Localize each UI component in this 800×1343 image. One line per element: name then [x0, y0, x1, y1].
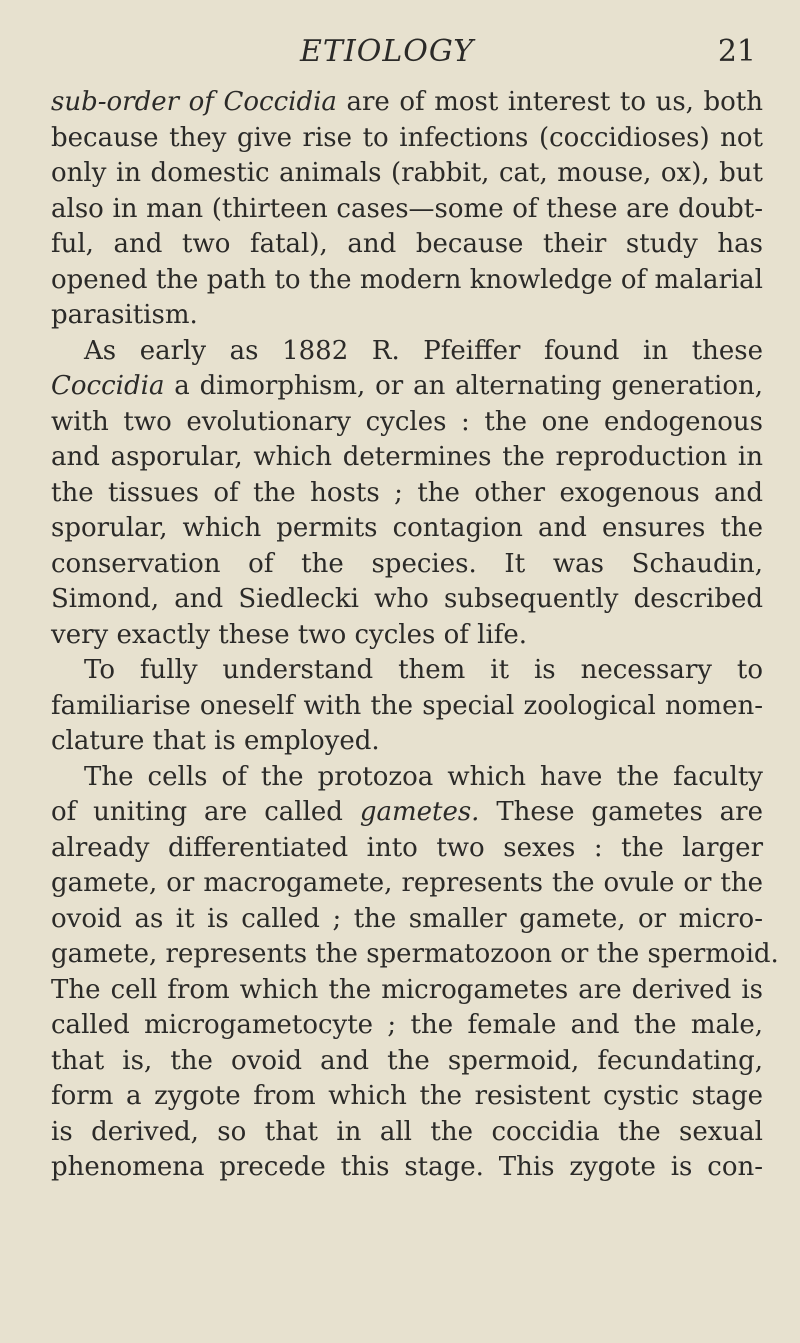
text-segment: phenomena precede this stage. This zygote is con-: [51, 1152, 763, 1182]
text-line: [51, 511, 763, 547]
text-segment: only in domestic animals (rabbit, cat, mouse, ox), but: [51, 158, 763, 188]
text-line: [51, 795, 763, 831]
text-line: [51, 973, 763, 1009]
text-line: [51, 937, 779, 973]
text-segment: with two evolutionary cycles : the one endogenous: [51, 406, 763, 437]
text-segment: clature that is employed.: [51, 726, 380, 756]
text-line: [51, 831, 763, 867]
text-line: [51, 1044, 763, 1080]
text-segment: are of most interest to us, both: [336, 87, 763, 117]
text-line: [51, 902, 763, 938]
text-segment: because they give rise to infections (coccidioses) not: [51, 122, 763, 153]
text-line: [51, 476, 763, 512]
text-line: [51, 192, 763, 228]
text-segment: and asporular, which determines the reproduction in: [51, 442, 763, 472]
text-line: [51, 618, 763, 654]
text-segment: also in man (thirteen cases—some of these are doubt-: [51, 193, 763, 224]
text-line: [51, 547, 763, 583]
text-line: [51, 156, 763, 192]
text-line: [51, 227, 763, 263]
text-segment: gamete, represents the spermatozoon or the spermoid.: [51, 939, 779, 969]
text-segment: a dimorphism, or an alternating generation,: [164, 371, 763, 401]
running-title: ETIOLOGY: [300, 34, 475, 69]
text-segment: ovoid as it is called ; the smaller gamete, or micro-: [51, 903, 763, 934]
text-segment: The cell from which the microgametes are derived is: [51, 974, 763, 1005]
text-line: [51, 263, 763, 299]
italic-text-segment: Coccidia: [51, 371, 165, 401]
text-line: [51, 689, 763, 725]
text-segment: of uniting are called: [51, 797, 360, 827]
text-line: [51, 582, 763, 618]
text-line: [51, 440, 763, 476]
text-line: [51, 1079, 763, 1115]
text-segment: [179, 87, 189, 117]
text-line: [51, 724, 763, 760]
text-segment: The cells of the protozoa which have the faculty: [84, 761, 763, 792]
text-segment: These gametes are: [479, 797, 763, 827]
text-line: [51, 653, 763, 689]
text-segment: gamete, or macrogamete, represents the ovule or the: [51, 868, 763, 898]
text-line: [51, 866, 763, 902]
page-header: [0, 24, 800, 72]
text-segment: that is, the ovoid and the spermoid, fecundating,: [51, 1045, 763, 1076]
text-segment: Simond, and Siedlecki who subsequently described: [51, 584, 763, 614]
text-line: [51, 334, 763, 370]
text-segment: opened the path to the modern knowledge of malarial: [51, 264, 763, 295]
italic-text-segment: Coccidia: [223, 87, 337, 117]
text-line: [51, 1008, 763, 1044]
text-segment: parasitism.: [51, 300, 198, 330]
text-segment: sporular, which permits contagion and ensures the: [51, 513, 763, 543]
text-line: [51, 405, 763, 441]
text-segment: called microgametocyte ; the female and the male,: [51, 1010, 763, 1040]
text-segment: is derived, so that in all the coccidia the sexual: [51, 1116, 763, 1147]
italic-text-segment: of: [188, 87, 214, 117]
italic-text-segment: sub-order: [51, 87, 180, 117]
body-text: [51, 85, 779, 1186]
text-segment: ful, and two fatal), and because their study has: [51, 229, 763, 259]
text-segment: To fully understand them it is necessary to: [84, 655, 763, 685]
text-line: [51, 369, 763, 405]
text-segment: familiarise oneself with the special zoological nomen-: [51, 690, 763, 721]
text-line: [51, 760, 763, 796]
text-line: [51, 85, 763, 121]
text-segment: conservation of the species. It was Schaudin,: [51, 548, 763, 579]
text-segment: As early as 1882 R. Pfeiffer found in these: [84, 335, 763, 366]
text-segment: already differentiated into two sexes : the larger: [51, 832, 763, 863]
text-line: [51, 298, 763, 334]
italic-text-segment: gametes.: [359, 797, 480, 827]
text-segment: the tissues of the hosts ; the other exogenous and: [51, 477, 763, 508]
text-segment: form a zygote from which the resistent cystic stage: [51, 1081, 763, 1111]
text-line: [51, 121, 763, 157]
page-number: 21: [717, 34, 756, 69]
text-line: [51, 1115, 763, 1151]
text-segment: very exactly these two cycles of life.: [51, 619, 528, 650]
text-line: [51, 1150, 763, 1186]
